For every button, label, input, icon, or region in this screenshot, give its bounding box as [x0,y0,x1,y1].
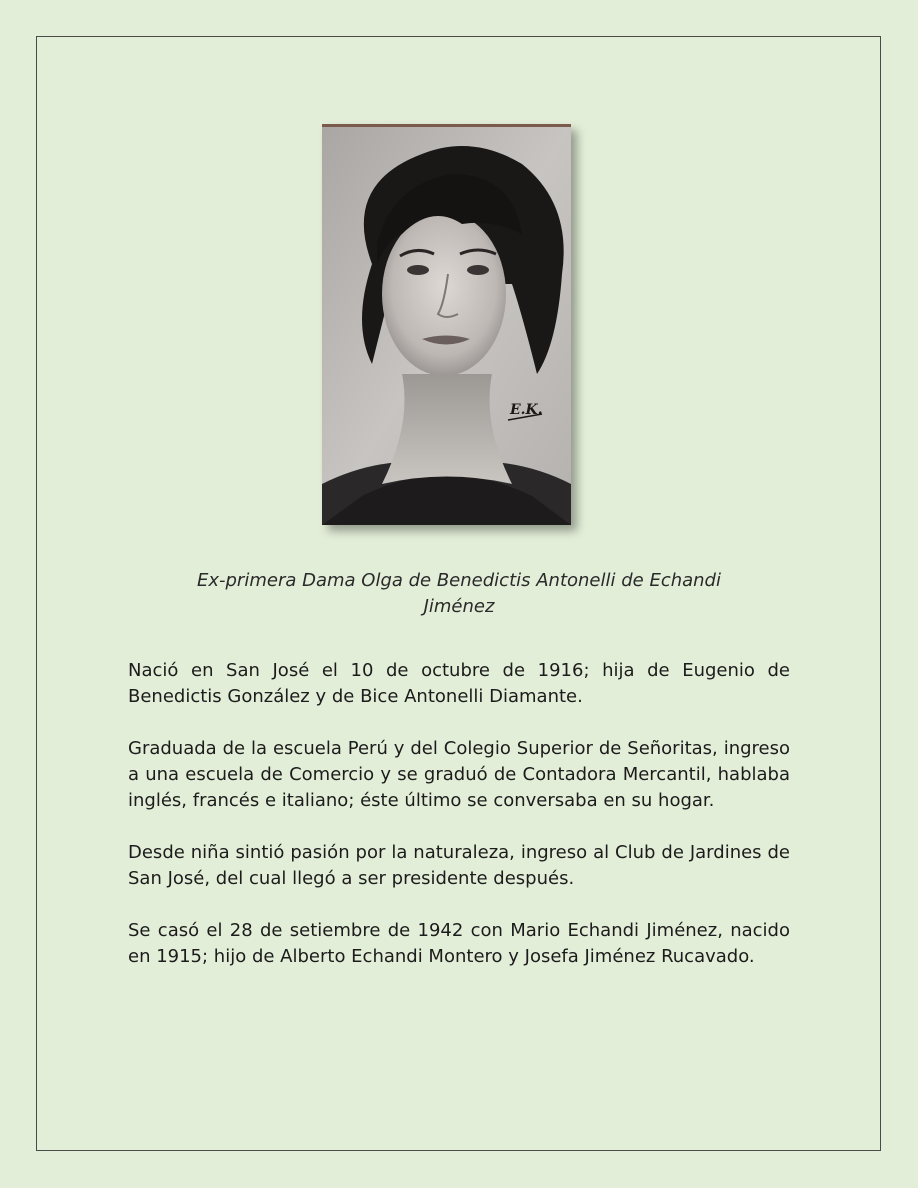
paragraph-education: Graduada de la escuela Perú y del Colegio Superior de Señoritas, ingreso a una escuela de Comercio y se graduó de Contadora Mercantil, hablaba inglés, francés e italiano; éste último se conversaba en su hogar. [128,738,790,811]
portrait-photo [322,124,571,525]
portrait-signature: E.K. [510,402,543,418]
paragraph-nature: Desde niña sintió pasión por la naturaleza, ingreso al Club de Jardines de San José, del cual llegó a ser presidente después. [128,842,790,889]
photo-caption [130,568,788,620]
caption-line-1: Ex-primera Dama Olga de Benedictis Antonelli de Echandi [196,570,721,591]
biography-text [128,658,790,996]
paragraph-birth: Nació en San José el 10 de octubre de 1916; hija de Eugenio de Benedictis González y de Bice Antonelli Diamante. [128,660,790,707]
portrait-illustration [322,124,571,525]
paragraph-marriage: Se casó el 28 de setiembre de 1942 con Mario Echandi Jiménez, nacido en 1915; hijo de Alberto Echandi Montero y Josefa Jiménez Rucavado. [128,920,790,967]
caption-line-2: Jiménez [423,596,495,617]
